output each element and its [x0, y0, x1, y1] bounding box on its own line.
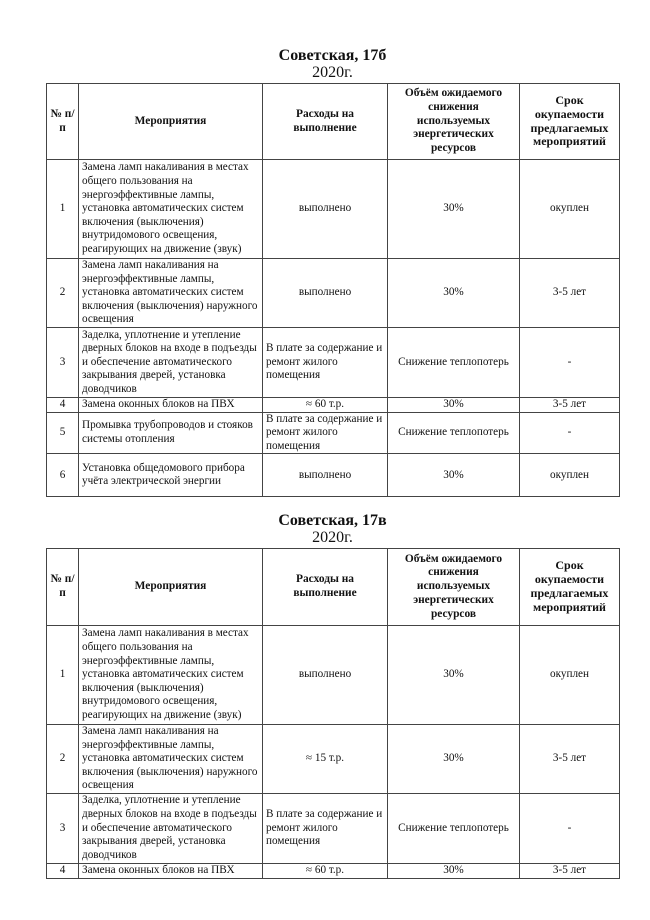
payback-cell: окуплен — [520, 626, 620, 725]
col-header-volume: Объём ожидаемого снижения используемых энергетических ресурсов — [388, 549, 520, 626]
payback-cell: - — [520, 412, 620, 454]
measure-cell: Замена оконных блоков на ПВХ — [79, 863, 263, 878]
row-number: 1 — [47, 626, 79, 725]
table-row — [47, 160, 620, 259]
row-number: 3 — [47, 328, 79, 398]
measure-cell: Промывка трубопроводов и стояков системы отопления — [79, 412, 263, 454]
measure-cell: Замена ламп накаливания на энергоэффективные лампы, установка автоматических систем включения (выключения) наружного освещения — [79, 259, 263, 328]
row-number: 4 — [47, 863, 79, 878]
col-header-measure: Мероприятия — [79, 549, 263, 626]
volume-cell: 30% — [388, 863, 520, 878]
volume-cell: Снижение теплопотерь — [388, 793, 520, 863]
volume-cell: 30% — [388, 398, 520, 413]
payback-cell: 3-5 лет — [520, 863, 620, 878]
table-header-row — [47, 549, 620, 626]
col-header-measure: Мероприятия — [79, 84, 263, 160]
volume-cell: 30% — [388, 160, 520, 259]
row-number: 5 — [47, 412, 79, 454]
section-title: Советская, 17б — [278, 47, 387, 64]
payback-cell: - — [520, 328, 620, 398]
row-number: 2 — [47, 259, 79, 328]
col-header-payback: Срок окупаемости предлагаемых мероприятий — [520, 549, 620, 626]
cost-cell: выполнено — [263, 160, 388, 259]
volume-cell: 30% — [388, 454, 520, 497]
row-number: 3 — [47, 793, 79, 863]
table-row — [47, 793, 620, 863]
section-sovetskaya-17v — [46, 512, 619, 879]
measure-cell: Замена ламп накаливания в местах общего пользования на энергоэффективные лампы, установка автоматических систем включения (выключения) внутридомового освещения, реагирующих на движение (звук) — [79, 160, 263, 259]
volume-cell: 30% — [388, 626, 520, 725]
table-row — [47, 328, 620, 398]
volume-cell: 30% — [388, 725, 520, 794]
cost-cell: В плате за содержание и ремонт жилого помещения — [263, 412, 388, 454]
payback-cell: окуплен — [520, 454, 620, 497]
measure-cell: Заделка, уплотнение и утепление дверных блоков на входе в подъезды и обеспечение автоматического закрывания дверей, установка доводчиков — [79, 328, 263, 398]
col-header-num: № п/п — [47, 549, 79, 626]
table-row — [47, 626, 620, 725]
table-header-row — [47, 84, 620, 160]
payback-cell: 3-5 лет — [520, 725, 620, 794]
measure-cell: Замена ламп накаливания в местах общего пользования на энергоэффективные лампы, установка автоматических систем включения (выключения) внутридомового освещения, реагирующих на движение (звук) — [79, 626, 263, 725]
volume-cell: 30% — [388, 259, 520, 328]
cost-cell: ≈ 15 т.р. — [263, 725, 388, 794]
col-header-num: № п/п — [47, 84, 79, 160]
table-row — [47, 863, 620, 878]
measure-cell: Замена ламп накаливания на энергоэффективные лампы, установка автоматических систем включения (выключения) наружного освещения — [79, 725, 263, 794]
table-row — [47, 412, 620, 454]
measure-cell: Заделка, уплотнение и утепление дверных блоков на входе в подъезды и обеспечение автоматического закрывания дверей, установка доводчиков — [79, 793, 263, 863]
measures-table — [46, 83, 620, 497]
row-number: 6 — [47, 454, 79, 497]
cost-cell: выполнено — [263, 259, 388, 328]
measure-cell: Установка общедомового прибора учёта электрической энергии — [79, 454, 263, 497]
section-sovetskaya-17b — [46, 47, 619, 497]
payback-cell: 3-5 лет — [520, 398, 620, 413]
section-title: Советская, 17в — [278, 512, 387, 529]
row-number: 2 — [47, 725, 79, 794]
table-row — [47, 398, 620, 413]
cost-cell: ≈ 60 т.р. — [263, 398, 388, 413]
col-header-cost: Расходы на выполнение — [263, 84, 388, 160]
table-row — [47, 725, 620, 794]
cost-cell: В плате за содержание и ремонт жилого помещения — [263, 793, 388, 863]
col-header-cost: Расходы на выполнение — [263, 549, 388, 626]
row-number: 1 — [47, 160, 79, 259]
volume-cell: Снижение теплопотерь — [388, 328, 520, 398]
measure-cell: Замена оконных блоков на ПВХ — [79, 398, 263, 413]
cost-cell: В плате за содержание и ремонт жилого помещения — [263, 328, 388, 398]
measures-table — [46, 548, 620, 879]
volume-cell: Снижение теплопотерь — [388, 412, 520, 454]
section-year: 2020г. — [312, 64, 353, 81]
payback-cell: 3-5 лет — [520, 259, 620, 328]
cost-cell: ≈ 60 т.р. — [263, 863, 388, 878]
col-header-volume: Объём ожидаемого снижения используемых энергетических ресурсов — [388, 84, 520, 160]
payback-cell: - — [520, 793, 620, 863]
payback-cell: окуплен — [520, 160, 620, 259]
cost-cell: выполнено — [263, 454, 388, 497]
col-header-payback: Срок окупаемости предлагаемых мероприятий — [520, 84, 620, 160]
table-row — [47, 454, 620, 497]
table-row — [47, 259, 620, 328]
section-year: 2020г. — [312, 529, 353, 546]
cost-cell: выполнено — [263, 626, 388, 725]
row-number: 4 — [47, 398, 79, 413]
